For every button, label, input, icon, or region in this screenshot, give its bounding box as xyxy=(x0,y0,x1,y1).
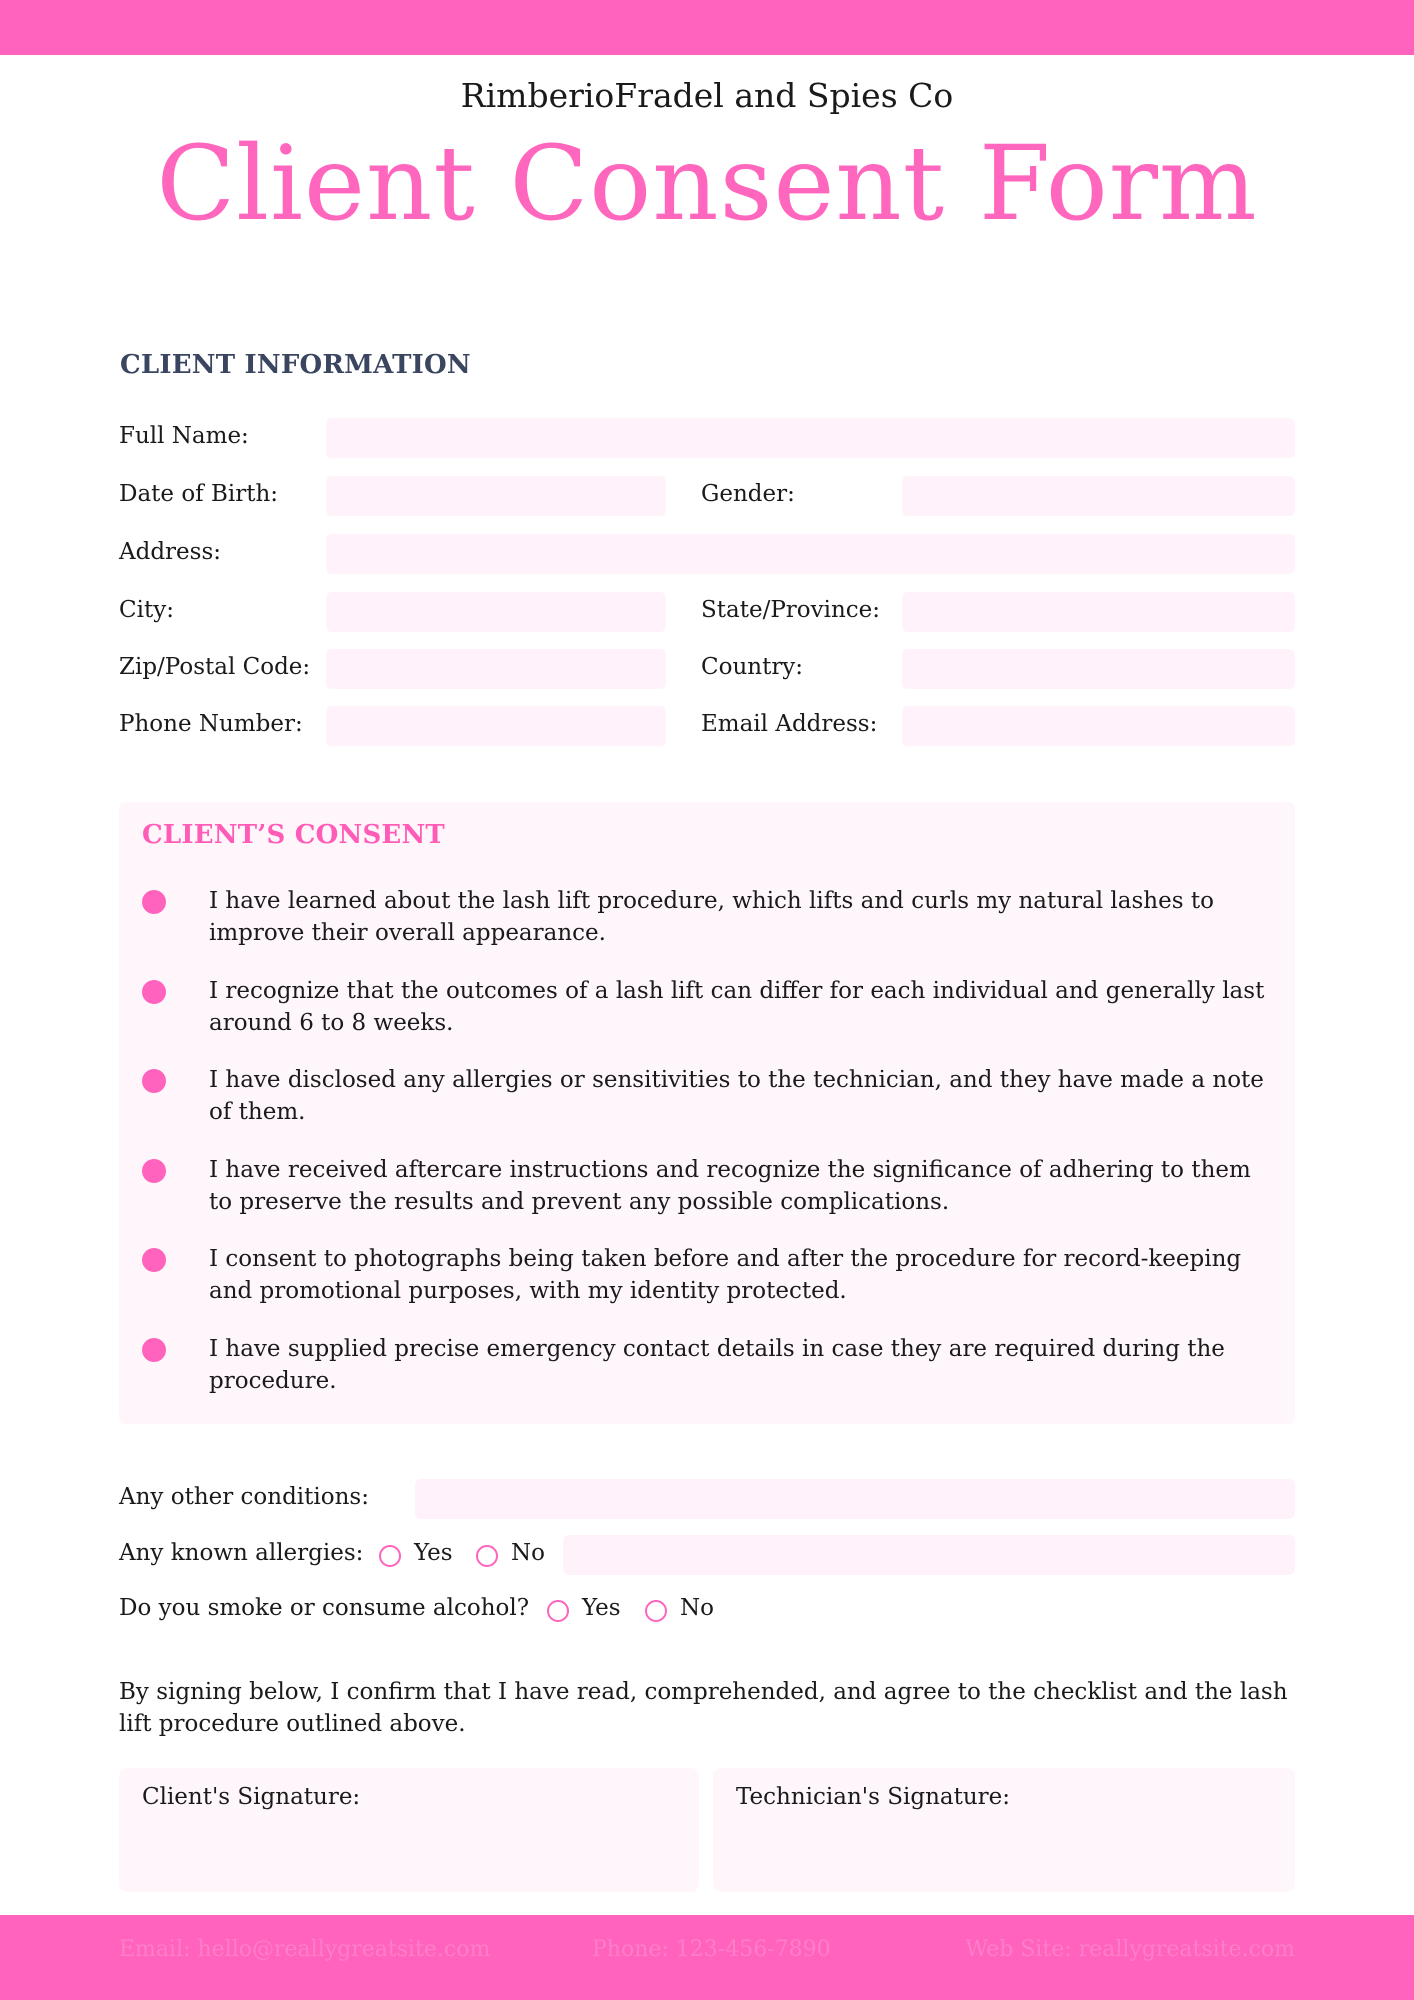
allergies-yes-label: Yes xyxy=(414,1540,453,1566)
consent-item: I have received aftercare instructions and recognize the significance of adhering to them to preserve the results and prevent any possible complications. xyxy=(209,1157,1251,1215)
consent-bullet-icon xyxy=(142,1338,166,1362)
city-label: City: xyxy=(119,597,174,623)
consent-bullet-icon xyxy=(142,890,166,914)
footer-phone: Phone: 123-456-7890 xyxy=(592,1937,831,1962)
top-accent-bar xyxy=(0,0,1414,55)
footer-email: Email: hello@reallygreatsite.com xyxy=(119,1937,491,1962)
smoke-yes-label: Yes xyxy=(582,1595,621,1621)
allergies-details-field[interactable] xyxy=(563,1535,1295,1575)
address-field[interactable] xyxy=(326,534,1295,574)
dob-label: Date of Birth: xyxy=(119,481,279,507)
client-information-heading: CLIENT INFORMATION xyxy=(120,350,471,380)
state-label: State/Province: xyxy=(701,597,881,623)
country-field[interactable] xyxy=(902,649,1295,689)
other-conditions-field[interactable] xyxy=(415,1479,1295,1519)
confirmation-statement: By signing below, I confirm that I have read, comprehended, and agree to the checklist and the lash lift procedure outlined above. xyxy=(119,1679,1288,1737)
city-field[interactable] xyxy=(326,592,666,632)
state-field[interactable] xyxy=(902,592,1295,632)
email-field[interactable] xyxy=(902,706,1295,746)
technician-signature-label: Technician's Signature: xyxy=(736,1784,1011,1810)
address-label: Address: xyxy=(119,539,222,565)
consent-bullet-icon xyxy=(142,980,166,1004)
smoke-yes-radio[interactable] xyxy=(547,1600,569,1622)
dob-field[interactable] xyxy=(326,476,666,516)
smoke-no-label: No xyxy=(680,1595,714,1621)
full-name-label: Full Name: xyxy=(119,423,249,449)
consent-item: I have learned about the lash lift procedure, which lifts and curls my natural lashes to improve their overall appearance. xyxy=(209,888,1214,946)
consent-item: I consent to photographs being taken before and after the procedure for record-keeping and promotional purposes, with my identity protected. xyxy=(209,1246,1242,1304)
gender-label: Gender: xyxy=(701,481,795,507)
email-label: Email Address: xyxy=(701,711,878,737)
phone-field[interactable] xyxy=(326,706,666,746)
full-name-field[interactable] xyxy=(326,418,1295,458)
zip-label: Zip/Postal Code: xyxy=(119,654,311,680)
smoke-alcohol-label: Do you smoke or consume alcohol? xyxy=(119,1595,530,1621)
phone-label: Phone Number: xyxy=(119,711,303,737)
consent-bullet-icon xyxy=(142,1248,166,1272)
gender-field[interactable] xyxy=(902,476,1295,516)
consent-item: I recognize that the outcomes of a lash lift can differ for each individual and generally last around 6 to 8 weeks. xyxy=(209,978,1265,1036)
consent-bullet-icon xyxy=(142,1069,166,1093)
country-label: Country: xyxy=(701,654,804,680)
allergies-no-radio[interactable] xyxy=(476,1545,498,1567)
consent-item: I have disclosed any allergies or sensitivities to the technician, and they have made a note of them. xyxy=(209,1067,1264,1125)
technician-signature-box[interactable] xyxy=(713,1768,1295,1892)
allergies-label: Any known allergies: xyxy=(119,1540,364,1566)
consent-bullet-icon xyxy=(142,1159,166,1183)
zip-field[interactable] xyxy=(326,649,666,689)
client-signature-box[interactable] xyxy=(119,1768,699,1892)
footer-website: Web Site: reallygreatsite.com xyxy=(965,1937,1295,1962)
client-signature-label: Client's Signature: xyxy=(142,1784,361,1810)
allergies-yes-radio[interactable] xyxy=(379,1545,401,1567)
consent-heading: CLIENT’S CONSENT xyxy=(142,820,445,850)
allergies-no-label: No xyxy=(511,1540,545,1566)
page-title: Client Consent Form xyxy=(156,124,1258,244)
other-conditions-label: Any other conditions: xyxy=(119,1484,369,1510)
company-name: RimberioFradel and Spies Co xyxy=(460,76,954,115)
smoke-no-radio[interactable] xyxy=(645,1600,667,1622)
consent-item: I have supplied precise emergency contact details in case they are required during the procedure. xyxy=(209,1336,1225,1394)
